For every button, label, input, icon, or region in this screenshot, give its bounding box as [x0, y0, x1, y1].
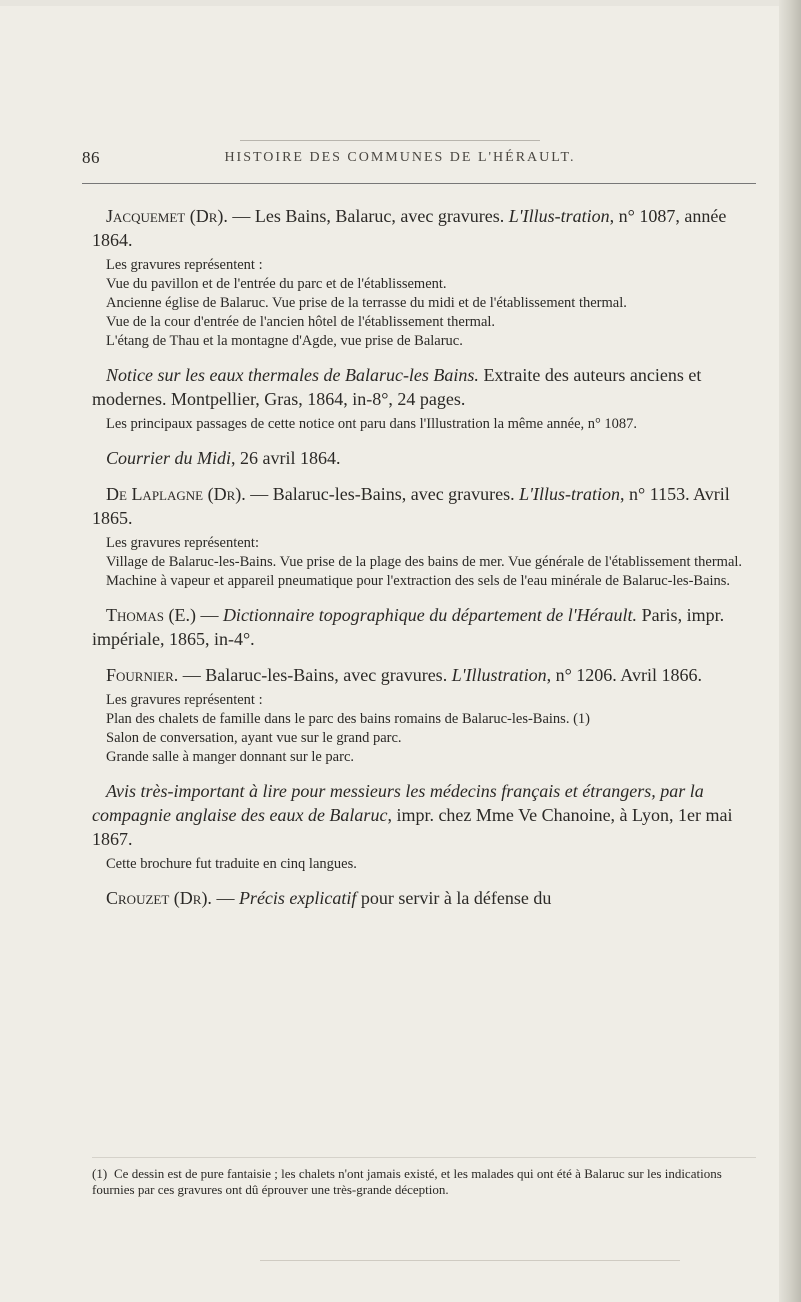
entry-citation-text: —: [195, 605, 223, 625]
entry-citation-text: —: [211, 888, 239, 908]
entry-title-italic: L'Illus-tration: [508, 206, 610, 226]
entry-note-line: Grande salle à manger donnant sur le parc.: [106, 749, 355, 765]
entry-note-line: Plan des chalets de famille dans le parc des bains romains de Balaruc-les-Bains. (1): [106, 711, 590, 727]
bibliography-entry: [92, 603, 756, 651]
entry-note-line: Ancienne église de Balaruc. Vue prise de la terrasse du midi et de l'établissement thermal.: [106, 295, 627, 311]
entry-author: Fournier.: [106, 665, 179, 685]
entry-note-line: Vue du pavillon et de l'entrée du parc et de l'établissement.: [106, 276, 447, 292]
entry-note-line: Cette brochure fut traduite en cinq langues.: [106, 856, 357, 872]
entry-citation-text: , 26 avril 1864.: [231, 448, 341, 468]
entry-note-line: Les gravures représentent:: [106, 535, 259, 551]
running-title: HISTOIRE DES COMMUNES DE L'HÉRAULT.: [224, 150, 576, 165]
entry-notes: [106, 534, 756, 591]
entry-citation: [92, 446, 756, 470]
entry-citation: [92, 204, 756, 252]
footnote-mark: (1): [92, 1166, 108, 1181]
entry-citation: [92, 603, 756, 651]
entry-note-line: L'étang de Thau et la montagne d'Agde, vue prise de Balaruc.: [106, 333, 463, 349]
entry-citation-text: , impr. chez Mme Ve Chanoine, à Lyon, 1er mai 1867.: [92, 805, 733, 849]
entry-notes: [106, 855, 756, 874]
bibliography-entry: [92, 779, 756, 874]
entry-title-italic: Notice sur les eaux thermales de Balaruc-les Bains.: [106, 365, 479, 385]
entry-citation-text: , n° 1087, année 1864.: [92, 206, 727, 250]
entry-title-italic: L'Illus-tration: [519, 484, 621, 504]
entry-note-line: Village de Balaruc-les-Bains. Vue prise de la plage des bains de mer. Vue générale de l'établissement thermal.: [106, 554, 743, 570]
entry-note-line: Les principaux passages de cette notice ont paru dans l'Illustration la même année, n° 1087.: [106, 416, 638, 432]
entry-citation-text: — Balaruc-les-Bains, avec gravures.: [178, 665, 452, 685]
entry-author: De Laplagne (Dr).: [106, 484, 246, 504]
faint-top-rule: [240, 140, 540, 141]
bibliography-entry: [92, 363, 756, 434]
entry-title-italic: Précis explicatif: [238, 888, 357, 908]
bottom-scratch-line: [260, 1260, 680, 1261]
entry-citation-text: , n° 1206. Avril 1866.: [546, 665, 702, 685]
entry-note-line: Les gravures représentent :: [106, 692, 263, 708]
entry-citation: [92, 363, 756, 411]
entry-author: Jacquemet (Dr).: [106, 206, 228, 226]
entry-author: Thomas (E.): [106, 605, 196, 625]
entry-citation: [92, 663, 756, 687]
entry-citation-text: , n° 1153. Avril 1865.: [92, 484, 730, 528]
entry-citation-text: — Balaruc-les-Bains, avec gravures.: [245, 484, 520, 504]
bibliography-entry: [92, 446, 756, 470]
bibliography-entry: [92, 886, 756, 910]
entry-title-italic: L'Illustration: [451, 665, 547, 685]
entry-note-line: Les gravures représentent :: [106, 257, 263, 273]
bibliography-entry: [92, 204, 756, 351]
page-number: 86: [82, 148, 100, 167]
page-edge-shadow: [779, 0, 801, 1302]
entry-citation: [92, 482, 756, 530]
footnote-rule: [92, 1157, 756, 1158]
entry-notes: [106, 691, 756, 767]
footnote-text: Ce dessin est de pure fantaisie ; les chalets n'ont jamais existé, et les malades qui ont été à Balaruc sur les indications fournies par ces gravures ont dû éprouver une très-grande déception.: [92, 1166, 722, 1197]
entry-citation-text: Extraite des auteurs anciens et modernes. Montpellier, Gras, 1864, in-8°, 24 pages.: [92, 365, 702, 409]
running-header: [0, 148, 801, 172]
entry-note-line: Salon de conversation, ayant vue sur le grand parc.: [106, 730, 402, 746]
bibliography-entry: [92, 482, 756, 591]
entry-citation: [92, 779, 756, 851]
entry-citation: [92, 886, 756, 910]
entry-title-italic: Avis très-important à lire pour messieurs les médecins français et étrangers, par la compagnie anglaise des eaux de Balaruc: [92, 781, 704, 825]
entry-title-italic: Dictionnaire topographique du département de l'Hérault.: [222, 605, 638, 625]
entry-note-line: Machine à vapeur et appareil pneumatique pour l'extraction des sels de l'eau minérale de Balaruc-les-Bains.: [106, 573, 731, 589]
header-rule: [82, 183, 756, 184]
entry-citation-text: — Les Bains, Balaruc, avec gravures.: [227, 206, 509, 226]
entry-title-italic: Courrier du Midi: [106, 448, 232, 468]
page-top-shade: [0, 0, 801, 6]
entry-author: Crouzet (Dr).: [106, 888, 212, 908]
entry-citation-text: pour servir à la défense du: [356, 888, 552, 908]
bibliography-entry: [92, 663, 756, 767]
footnote: [92, 1166, 756, 1198]
entry-notes: [106, 256, 756, 351]
bibliography-list: [92, 204, 756, 922]
entry-notes: [106, 415, 756, 434]
entry-note-line: Vue de la cour d'entrée de l'ancien hôtel de l'établissement thermal.: [106, 314, 496, 330]
entry-citation-text: Paris, impr. impériale, 1865, in-4°.: [92, 605, 725, 649]
